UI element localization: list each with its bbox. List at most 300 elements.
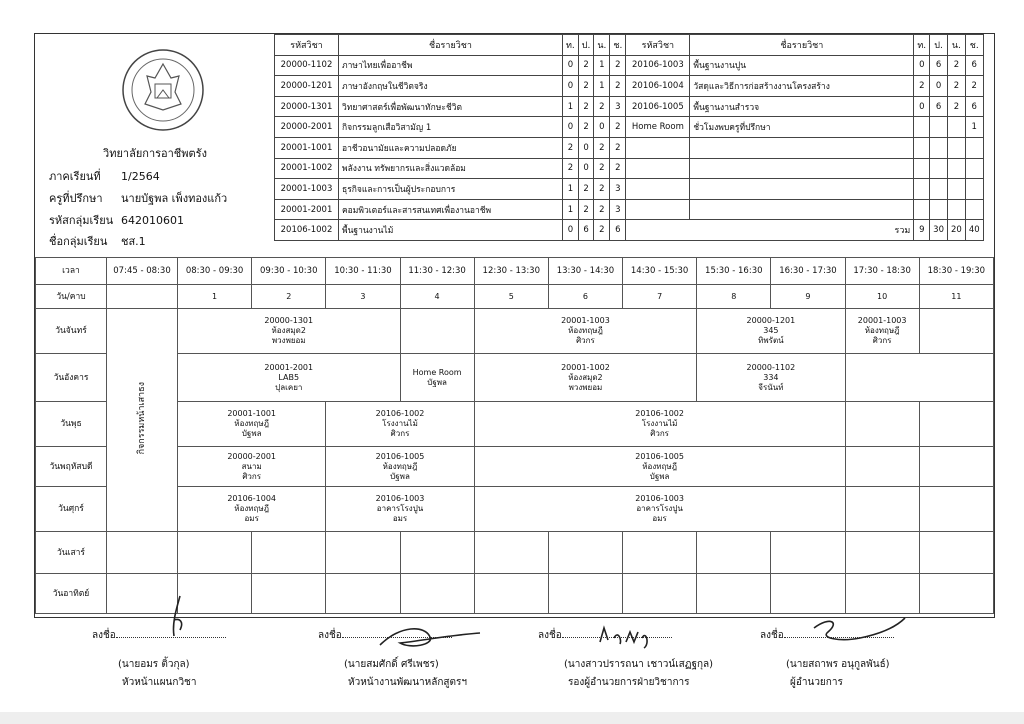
- course-cell-c: 3: [610, 179, 626, 200]
- empty-slot: [623, 574, 697, 614]
- empty-slot: [326, 532, 400, 574]
- semester-row: [49, 167, 160, 185]
- semester-value: 1/2564: [121, 170, 160, 183]
- day-row: [36, 532, 994, 574]
- course-cell-t: [914, 117, 930, 138]
- session-room: ห้องทฤษฎี: [234, 504, 270, 513]
- session-room: อาคารโรงปูน: [376, 504, 424, 513]
- course-row: [275, 179, 984, 200]
- course-cell-c: [965, 199, 983, 220]
- course-cell-code: [626, 137, 690, 158]
- day-row: [36, 309, 994, 354]
- time-slot: 11:30 - 12:30: [400, 258, 474, 285]
- empty-slot: [771, 532, 845, 574]
- course-cell-n: 1: [594, 76, 610, 97]
- session-code: 20001-1002: [561, 362, 610, 372]
- course-cell-n: 2: [948, 96, 966, 117]
- empty-slot: [326, 574, 400, 614]
- course-cell-p: 6: [930, 55, 948, 76]
- empty-slot: [400, 309, 474, 354]
- course-header-c: ช.: [610, 35, 626, 56]
- course-cell-code: 20000-1102: [275, 55, 339, 76]
- advisor-row: [49, 189, 227, 207]
- college-seal-icon: [121, 48, 205, 132]
- session-teacher: ศิวกร: [390, 429, 410, 438]
- time-slot: 12:30 - 13:30: [474, 258, 548, 285]
- time-label: เวลา: [36, 258, 107, 285]
- course-cell-c: [965, 137, 983, 158]
- course-cell-code: 20106-1005: [626, 96, 690, 117]
- session-teacher: บัฐพล: [427, 377, 447, 387]
- handwritten-signature: [800, 608, 930, 658]
- period-number: 10: [845, 285, 919, 309]
- course-cell-name: [690, 199, 914, 220]
- period-number: 2: [252, 285, 326, 309]
- course-cell-name: ภาษาไทยเพื่ออาชีพ: [339, 55, 563, 76]
- course-cell-c: [965, 158, 983, 179]
- course-header-name: ชื่อรายวิชา: [690, 35, 914, 56]
- course-cell-t: 2: [914, 76, 930, 97]
- course-cell-c: 2: [610, 158, 626, 179]
- course-cell-code: 20001-1002: [275, 158, 339, 179]
- course-row: [275, 199, 984, 220]
- course-cell-name: [690, 137, 914, 158]
- group-code-row: [49, 211, 184, 229]
- class-session: [178, 402, 326, 447]
- day-row: [36, 402, 994, 447]
- course-cell-t: 2: [563, 158, 579, 179]
- course-cell-code: [626, 158, 690, 179]
- signer-name: (นางสาวปรารถนา เชาวน์เสฏฐกุล): [564, 659, 714, 670]
- course-cell-t: 0: [914, 55, 930, 76]
- course-cell-p: 0: [578, 137, 594, 158]
- course-header-t: ท.: [563, 35, 579, 56]
- course-header-n: น.: [948, 35, 966, 56]
- empty-slot: [623, 532, 697, 574]
- course-cell-t: [914, 137, 930, 158]
- course-cell-t: 0: [914, 96, 930, 117]
- time-slot: 14:30 - 15:30: [623, 258, 697, 285]
- page-edge: [0, 712, 1024, 724]
- day-name: วันเสาร์: [36, 532, 107, 574]
- total-n: 20: [948, 220, 966, 241]
- course-cell-c: 1: [965, 117, 983, 138]
- course-cell-p: [930, 117, 948, 138]
- course-cell-p: 0: [578, 158, 594, 179]
- session-room: 334: [763, 372, 779, 382]
- empty-slot: [697, 532, 771, 574]
- session-code: 20000-1201: [746, 316, 796, 325]
- period-number: 3: [326, 285, 400, 309]
- course-header-p: ป.: [578, 35, 594, 56]
- time-slot: 08:30 - 09:30: [178, 258, 252, 285]
- course-cell-p: 0: [930, 76, 948, 97]
- empty-slot: [548, 574, 622, 614]
- session-teacher: ศิวกร: [872, 336, 892, 345]
- header-section: [35, 34, 994, 256]
- course-cell-name: พื้นฐานงานไม้: [339, 220, 563, 241]
- session-teacher: บัฐพล: [390, 471, 410, 481]
- session-code: 20106-1002: [635, 409, 684, 418]
- course-cell-name: ภาษาอังกฤษในชีวิตจริง: [339, 76, 563, 97]
- course-cell-c: [965, 179, 983, 200]
- course-cell-t: 1: [563, 96, 579, 117]
- course-cell-n: [948, 179, 966, 200]
- session-teacher: บัฐพล: [241, 429, 262, 438]
- course-cell-c: 2: [610, 137, 626, 158]
- day-row: [36, 354, 994, 402]
- advisor-label: ครูที่ปรึกษา: [49, 192, 103, 205]
- class-session: [178, 354, 401, 402]
- session-teacher: จีรนันท์: [758, 382, 784, 392]
- session-code: 20001-1003: [561, 316, 610, 325]
- period-number: 6: [548, 285, 622, 309]
- course-cell-p: 2: [578, 179, 594, 200]
- time-slot: 10:30 - 11:30: [326, 258, 400, 285]
- course-cell-p: 6: [578, 220, 594, 241]
- course-cell-code: [626, 199, 690, 220]
- course-cell-t: [914, 179, 930, 200]
- period-number: 11: [919, 285, 993, 309]
- signer-role: หัวหน้างานพัฒนาหลักสูตรฯ: [348, 677, 468, 688]
- course-cell-n: 2: [594, 199, 610, 220]
- course-row: [275, 158, 984, 179]
- course-cell-c: 2: [610, 76, 626, 97]
- session-room: ห้องทฤษฎี: [234, 419, 270, 428]
- course-cell-p: 2: [578, 76, 594, 97]
- course-cell-c: 6: [610, 220, 626, 241]
- group-name-value: ชส.1: [121, 235, 146, 248]
- course-cell-t: [914, 199, 930, 220]
- class-session: [474, 354, 697, 402]
- course-cell-code: 20000-2001: [275, 117, 339, 138]
- group-name-row: [49, 232, 146, 250]
- semester-label: ภาคเรียนที่: [49, 170, 101, 183]
- course-cell-n: [948, 158, 966, 179]
- empty-slot: [845, 487, 919, 532]
- signer-name: (นายสมศักดิ์ ศรีเพชร): [344, 659, 439, 670]
- class-session: [178, 447, 326, 487]
- empty-slot: [919, 402, 993, 447]
- session-room: โรงงานไม้: [641, 419, 678, 428]
- session-code: 20106-1005: [375, 451, 425, 461]
- class-session: [178, 309, 401, 354]
- period-number: 5: [474, 285, 548, 309]
- session-teacher: ทิพรัตน์: [758, 336, 784, 345]
- group-code-label: รหัสกลุ่มเรียน: [49, 214, 114, 227]
- class-session: [326, 487, 474, 532]
- class-session: [845, 309, 919, 354]
- session-room: 345: [763, 326, 779, 335]
- day-name: วันจันทร์: [36, 309, 107, 354]
- session-teacher: ปุลเคยา: [275, 382, 303, 392]
- sign-label: ลงชื่อ: [760, 630, 784, 641]
- course-cell-code: 20000-1301: [275, 96, 339, 117]
- empty-slot: [400, 532, 474, 574]
- course-cell-p: 2: [578, 117, 594, 138]
- empty-slot: [107, 532, 178, 574]
- time-slot: 09:30 - 10:30: [252, 258, 326, 285]
- empty-slot: [919, 309, 993, 354]
- course-header-c: ช.: [965, 35, 983, 56]
- total-c: 40: [965, 220, 983, 241]
- course-cell-c: 2: [965, 76, 983, 97]
- course-cell-c: 6: [965, 96, 983, 117]
- session-code: 20106-1002: [375, 409, 425, 418]
- course-cell-n: 2: [948, 76, 966, 97]
- class-session: [326, 402, 474, 447]
- session-code: Home Room: [412, 367, 462, 377]
- empty-slot: [919, 574, 993, 614]
- schedule-grid: [35, 257, 994, 614]
- assembly-cell: [107, 309, 178, 532]
- session-code: 20106-1003: [635, 494, 684, 503]
- session-code: 20106-1004: [227, 494, 277, 503]
- course-cell-t: [914, 158, 930, 179]
- day-name: วันศุกร์: [36, 487, 107, 532]
- session-code: 20106-1003: [375, 494, 425, 503]
- course-cell-t: 0: [563, 220, 579, 241]
- course-cell-c: 2: [610, 55, 626, 76]
- total-t: 9: [914, 220, 930, 241]
- empty-slot: [474, 574, 548, 614]
- signer-role: รองผู้อำนวยการฝ่ายวิชาการ: [568, 677, 690, 688]
- class-session: [474, 309, 697, 354]
- course-cell-n: [948, 117, 966, 138]
- time-slot: 13:30 - 14:30: [548, 258, 622, 285]
- period-number: 4: [400, 285, 474, 309]
- course-cell-name: [690, 179, 914, 200]
- period-number: 9: [771, 285, 845, 309]
- course-row: [275, 76, 984, 97]
- course-cell-n: [948, 137, 966, 158]
- empty-slot: [252, 532, 326, 574]
- course-cell-name: กิจกรรมลูกเสือวิสามัญ 1: [339, 117, 563, 138]
- session-code: 20001-1001: [227, 409, 277, 418]
- course-cell-code: 20106-1002: [275, 220, 339, 241]
- period-number: 1: [178, 285, 252, 309]
- course-cell-p: [930, 137, 948, 158]
- empty-slot: [845, 402, 919, 447]
- period-empty: [107, 285, 178, 309]
- handwritten-signature: [370, 615, 500, 665]
- session-code: 20000-1301: [264, 316, 314, 325]
- session-teacher: ศิวกร: [242, 471, 262, 481]
- course-cell-t: 2: [563, 137, 579, 158]
- course-cell-p: 2: [578, 96, 594, 117]
- course-cell-name: วิทยาศาสตร์เพื่อพัฒนาทักษะชีวิต: [339, 96, 563, 117]
- signer-name: (นายอมร ติ้วกุล): [118, 659, 190, 670]
- class-session: [474, 402, 845, 447]
- time-row: [36, 258, 994, 285]
- signer-name: (นายสถาพร อนุกูลพันธ์): [786, 659, 890, 670]
- course-header-row: [275, 35, 984, 56]
- total-label: รวม: [626, 220, 914, 241]
- course-cell-n: 1: [594, 55, 610, 76]
- timetable-sheet: [34, 33, 995, 618]
- course-cell-c: 2: [610, 117, 626, 138]
- session-code: 20106-1005: [635, 451, 684, 461]
- course-cell-name: พลังงาน ทรัพยากรและสิ่งแวดล้อม: [339, 158, 563, 179]
- course-cell-name: วัสดุและวิธีการก่อสร้างงานโครงสร้าง: [690, 76, 914, 97]
- day-name: วันอังคาร: [36, 354, 107, 402]
- handwritten-signature: [590, 618, 720, 668]
- handwritten-signature: [150, 590, 280, 640]
- course-cell-p: [930, 199, 948, 220]
- empty-slot: [474, 532, 548, 574]
- empty-slot: [845, 532, 919, 574]
- course-cell-c: 3: [610, 199, 626, 220]
- session-teacher: อมร: [652, 514, 667, 523]
- period-number: 8: [697, 285, 771, 309]
- time-slot: 16:30 - 17:30: [771, 258, 845, 285]
- course-cell-name: พื้นฐานงานปูน: [690, 55, 914, 76]
- empty-slot: [400, 574, 474, 614]
- empty-slot: [919, 532, 993, 574]
- period-number: 7: [623, 285, 697, 309]
- course-cell-t: 0: [563, 76, 579, 97]
- course-cell-name: คอมพิวเตอร์และสารสนเทศเพื่องานอาชีพ: [339, 199, 563, 220]
- course-cell-c: 6: [965, 55, 983, 76]
- course-cell-n: 2: [594, 158, 610, 179]
- empty-slot: [548, 532, 622, 574]
- group-name-label: ชื่อกลุ่มเรียน: [49, 235, 108, 248]
- course-row: [275, 117, 984, 138]
- course-cell-n: 2: [594, 220, 610, 241]
- signer-role: หัวหน้าแผนกวิชา: [122, 677, 197, 688]
- session-teacher: ศิวกร: [576, 336, 595, 345]
- sign-label: ลงชื่อ: [538, 630, 562, 641]
- course-cell-n: [948, 199, 966, 220]
- time-slot: 18:30 - 19:30: [919, 258, 993, 285]
- sign-label: ลงชื่อ: [92, 630, 116, 641]
- class-session: [400, 354, 474, 402]
- course-header-code: รหัสวิชา: [275, 35, 339, 56]
- course-cell-t: 0: [563, 55, 579, 76]
- course-cell-p: 2: [578, 55, 594, 76]
- class-session: [474, 487, 845, 532]
- course-cell-t: 1: [563, 199, 579, 220]
- course-cell-n: 0: [594, 117, 610, 138]
- course-cell-code: 20001-1001: [275, 137, 339, 158]
- day-name: วันพุธ: [36, 402, 107, 447]
- empty-slot: [178, 532, 252, 574]
- course-row: [275, 55, 984, 76]
- course-cell-name: อาชีวอนามัยและความปลอดภัย: [339, 137, 563, 158]
- empty-slot: [919, 447, 993, 487]
- course-header-code: รหัสวิชา: [626, 35, 690, 56]
- empty-slot: [697, 574, 771, 614]
- course-cell-name: พื้นฐานงานสำรวจ: [690, 96, 914, 117]
- course-cell-code: Home Room: [626, 117, 690, 138]
- time-slot: 17:30 - 18:30: [845, 258, 919, 285]
- course-cell-p: 2: [578, 199, 594, 220]
- time-slot: 15:30 - 16:30: [697, 258, 771, 285]
- class-session: [474, 447, 845, 487]
- course-cell-n: 2: [594, 179, 610, 200]
- session-room: อาคารโรงปูน: [636, 504, 683, 513]
- session-teacher: พวงพยอม: [568, 382, 603, 392]
- signer-role: ผู้อำนวยการ: [790, 677, 843, 688]
- class-session: [326, 447, 474, 487]
- course-cell-name: [690, 158, 914, 179]
- course-header-t: ท.: [914, 35, 930, 56]
- group-code-value: 642010601: [121, 214, 184, 227]
- course-cell-p: 6: [930, 96, 948, 117]
- class-session: [697, 309, 845, 354]
- course-header-p: ป.: [930, 35, 948, 56]
- sign-label: ลงชื่อ: [318, 630, 342, 641]
- day-row: [36, 487, 994, 532]
- course-cell-code: 20106-1004: [626, 76, 690, 97]
- course-cell-code: 20001-1003: [275, 179, 339, 200]
- course-cell-p: [930, 158, 948, 179]
- empty-slot: [919, 487, 993, 532]
- session-room: ห้องทฤษฎี: [642, 461, 677, 471]
- session-teacher: อมร: [244, 514, 259, 523]
- class-session: [178, 487, 326, 532]
- course-cell-t: 0: [563, 117, 579, 138]
- course-cell-code: 20106-1003: [626, 55, 690, 76]
- course-row: [275, 137, 984, 158]
- course-cell-code: 20001-2001: [275, 199, 339, 220]
- session-code: 20001-2001: [264, 362, 314, 372]
- day-name: วันพฤหัสบดี: [36, 447, 107, 487]
- course-table: [274, 34, 984, 241]
- session-room: ห้องทฤษฎี: [864, 326, 900, 335]
- assembly-text: กิจกรรมหน้าเสาธง: [137, 382, 147, 455]
- session-code: 20000-2001: [227, 451, 277, 461]
- empty-slot: [845, 447, 919, 487]
- course-cell-t: 1: [563, 179, 579, 200]
- course-cell-name: ชั่วโมงพบครูที่ปรึกษา: [690, 117, 914, 138]
- session-teacher: พวงพยอม: [271, 336, 306, 345]
- total-p: 30: [930, 220, 948, 241]
- day-row: [36, 447, 994, 487]
- session-room: ห้องทฤษฎี: [568, 326, 603, 335]
- session-room: LAB5: [278, 372, 300, 382]
- course-cell-n: 2: [948, 55, 966, 76]
- class-session: [697, 354, 845, 402]
- course-cell-name: ธุรกิจและการเป็นผู้ประกอบการ: [339, 179, 563, 200]
- course-cell-c: 3: [610, 96, 626, 117]
- course-cell-n: 2: [594, 137, 610, 158]
- session-code: 20001-1003: [857, 316, 907, 325]
- empty-slot: [845, 354, 993, 402]
- period-label: วัน/คาบ: [36, 285, 107, 309]
- session-teacher: บัฐพล: [649, 471, 670, 481]
- course-header-name: ชื่อรายวิชา: [339, 35, 563, 56]
- course-header-n: น.: [594, 35, 610, 56]
- session-teacher: อมร: [392, 514, 408, 523]
- course-row: [275, 220, 984, 241]
- session-room: ห้องสมุด2: [568, 372, 603, 382]
- college-name: วิทยาลัยการอาชีพตรัง: [103, 147, 207, 160]
- session-code: 20000-1102: [746, 362, 796, 372]
- time-slot: 07:45 - 08:30: [107, 258, 178, 285]
- course-cell-code: [626, 179, 690, 200]
- session-teacher: ศิวกร: [650, 429, 669, 438]
- course-cell-n: 2: [594, 96, 610, 117]
- period-row: [36, 285, 994, 309]
- course-row: [275, 96, 984, 117]
- advisor-value: นายบัฐพล เพ็งทองแก้ว: [121, 192, 228, 205]
- day-name: วันอาทิตย์: [36, 574, 107, 614]
- session-room: สนาม: [241, 461, 262, 471]
- course-cell-p: [930, 179, 948, 200]
- session-room: ห้องทฤษฎี: [382, 461, 418, 471]
- session-room: ห้องสมุด2: [271, 326, 306, 335]
